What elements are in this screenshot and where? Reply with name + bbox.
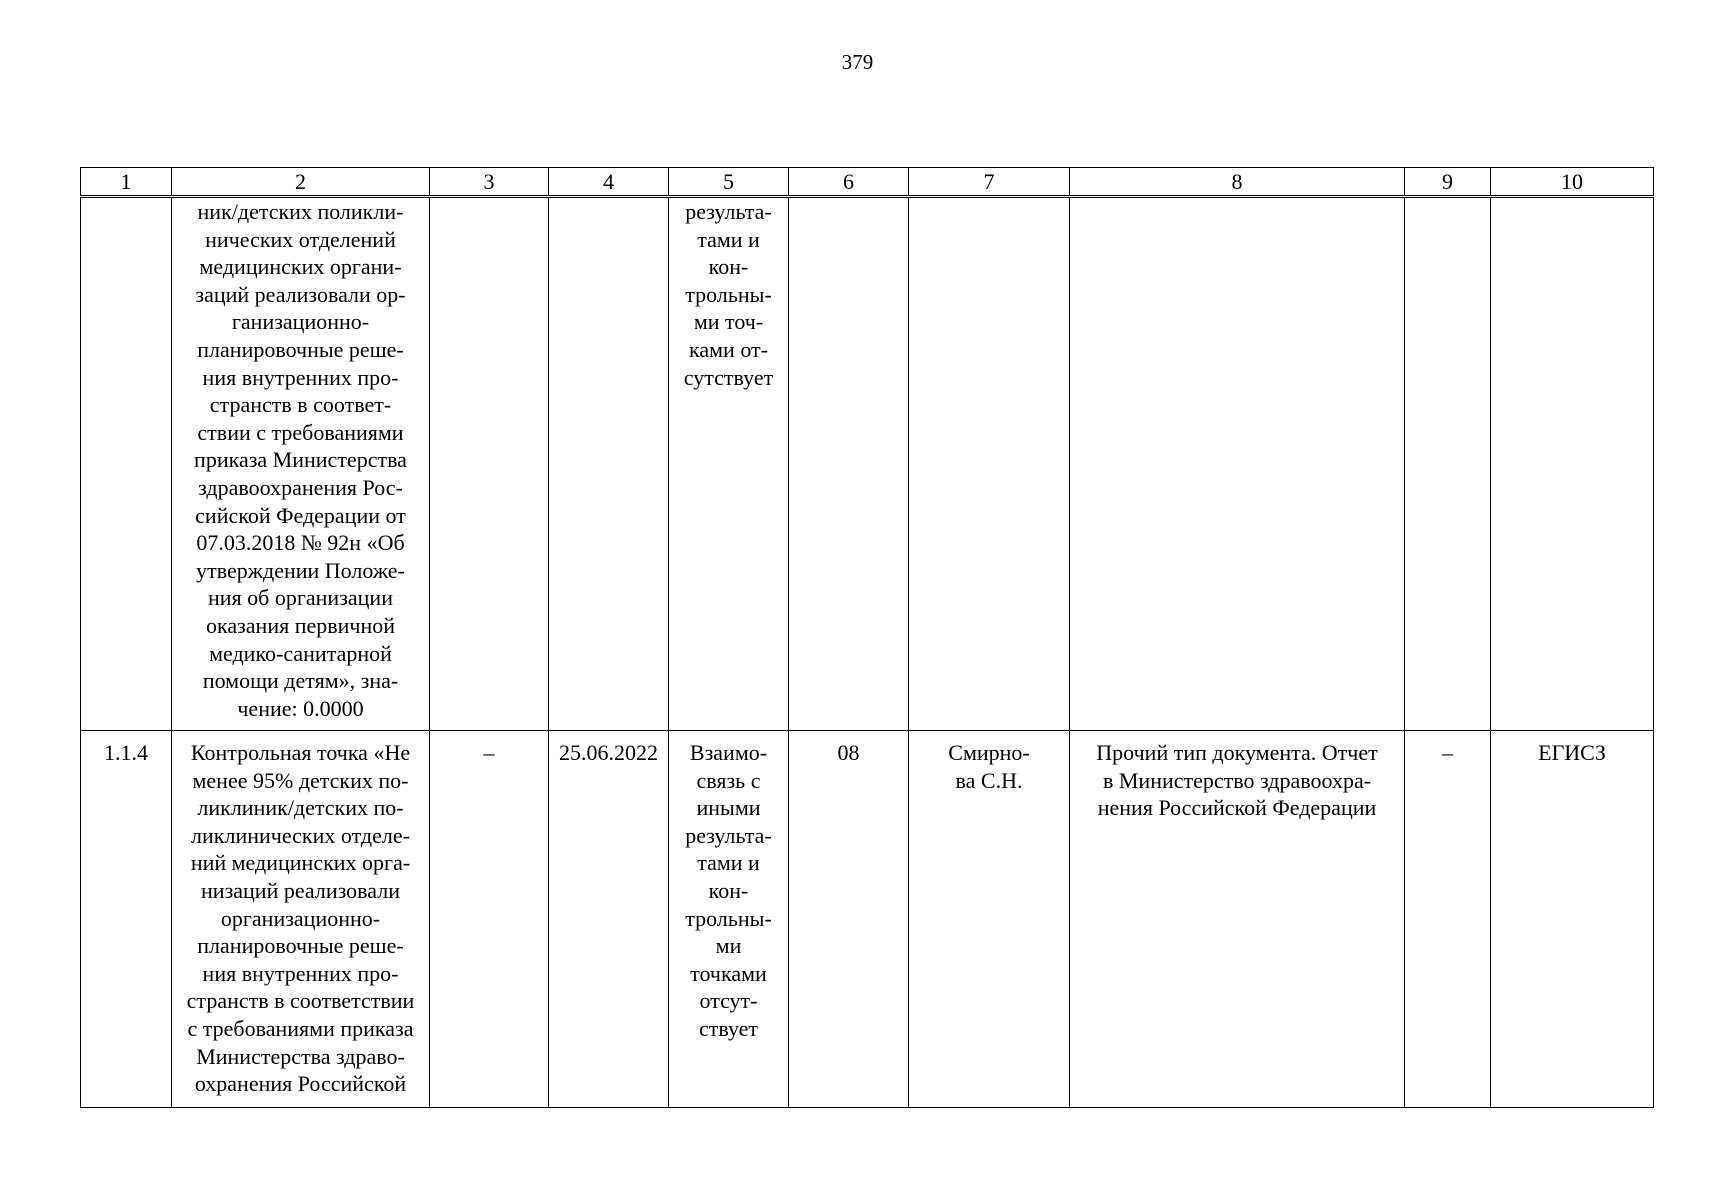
column-header: 7 xyxy=(909,168,1070,197)
schedule-table xyxy=(80,167,1654,1108)
date-cell: 25.06.2022 xyxy=(549,731,669,1108)
table-cell xyxy=(430,197,549,731)
responsible-cell: Смирно- ва С.Н. xyxy=(909,731,1070,1108)
row-number-cell: 1.1.4 xyxy=(81,731,172,1108)
date-cell xyxy=(549,197,669,731)
table-cell xyxy=(789,197,909,731)
document-type-cell xyxy=(1070,197,1405,731)
relation-cell: Взаимо- связь с иными результа- тами и кон- трольны- ми точками отсут- ствует xyxy=(669,731,789,1108)
column-header: 2 xyxy=(172,168,430,197)
responsible-cell xyxy=(909,197,1070,731)
table-cell: – xyxy=(1405,731,1491,1108)
table-cell: 08 xyxy=(789,731,909,1108)
table-cell: – xyxy=(430,731,549,1108)
page-number: 379 xyxy=(841,50,874,74)
table-cell xyxy=(1405,197,1491,731)
document-type-cell: Прочий тип документа. Отчет в Министерство здравоохра- нения Российской Федерации xyxy=(1070,731,1405,1108)
description-cell: ник/детских поликли- нических отделений медицинских органи- заций реализовали ор- ганизационно- планировочные реше- ния внутренних про- странств в соответ- ствии с требованиями приказа Министерства здравоохранения Рос- сийской Федерации от 07.03.2018 № 92н «Об утверждении Положе- ния об организации оказания первичной медико-санитарной помощи детям», зна- чение: 0.0000 xyxy=(172,197,430,731)
column-header: 9 xyxy=(1405,168,1491,197)
description-cell: Контрольная точка «Не менее 95% детских по- ликлиник/детских по- ликлинических отделе- ний медицинских орга- низаций реализовали организационно- планировочные реше- ния внутренних про- странств в соответствии с требованиями приказа Министерства здраво- охранения Российской xyxy=(172,731,430,1108)
column-header: 6 xyxy=(789,168,909,197)
system-cell: ЕГИСЗ xyxy=(1491,731,1654,1108)
table-row xyxy=(81,197,1654,731)
table-header-row xyxy=(81,168,1654,197)
column-header: 5 xyxy=(669,168,789,197)
column-header: 8 xyxy=(1070,168,1405,197)
column-header: 3 xyxy=(430,168,549,197)
system-cell xyxy=(1491,197,1654,731)
column-header: 10 xyxy=(1491,168,1654,197)
column-header: 4 xyxy=(549,168,669,197)
table-row xyxy=(81,731,1654,1108)
relation-cell: результа- тами и кон- трольны- ми точ- ками от- сутствует xyxy=(669,197,789,731)
column-header: 1 xyxy=(81,168,172,197)
row-number-cell xyxy=(81,197,172,731)
